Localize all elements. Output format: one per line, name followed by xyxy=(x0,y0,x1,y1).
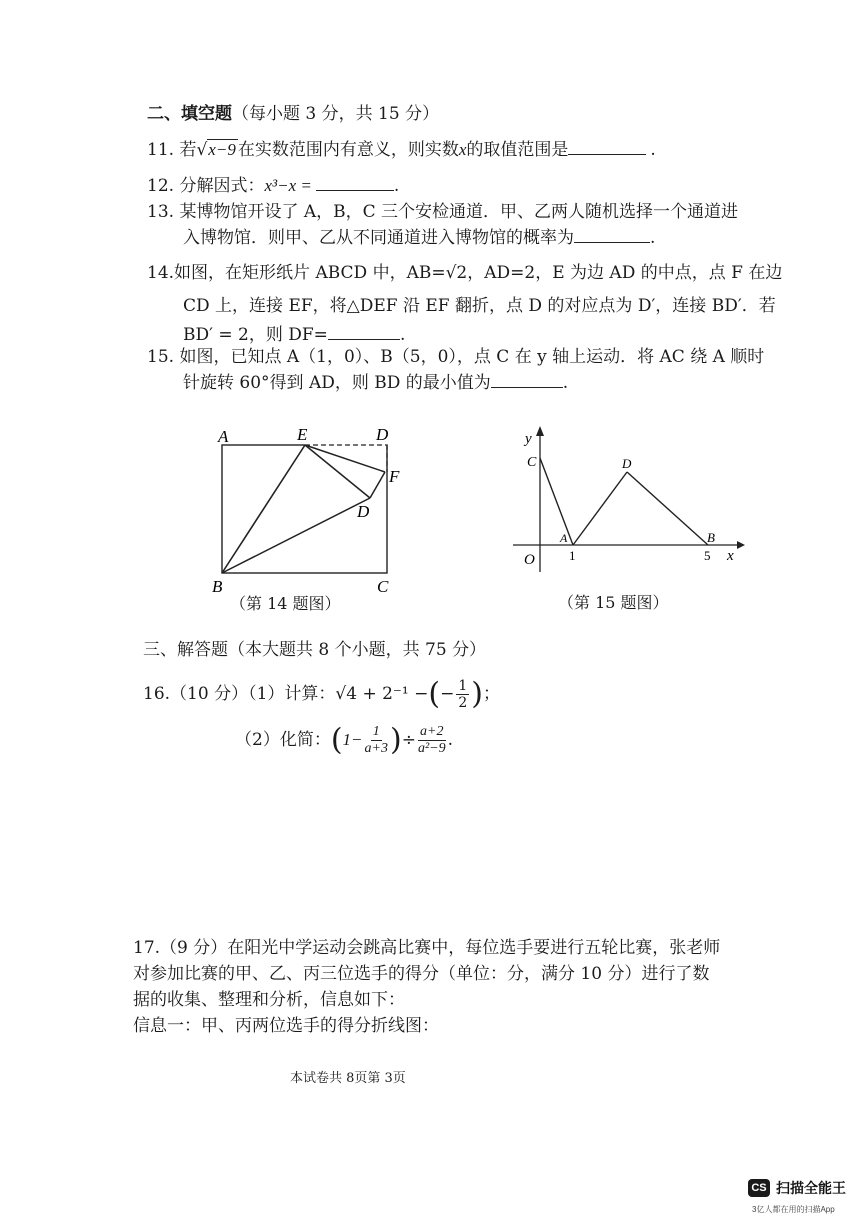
question-14-line1 xyxy=(147,262,782,284)
q16-p1-expr: √4 + 2⁻¹ − xyxy=(335,684,429,704)
x-axis-arrow xyxy=(737,541,745,549)
q15-number: 15. xyxy=(147,347,175,367)
segment-bd-prime xyxy=(222,498,370,573)
tick-label-1: 1 xyxy=(569,548,576,563)
q16-p2-one: 1− xyxy=(342,730,363,749)
q14-line3: BD′ = 2，则 DF= xyxy=(183,325,328,345)
q16-p2-f1-den: a+3 xyxy=(364,741,388,756)
q17-number: 17. xyxy=(133,938,161,958)
q14-end: . xyxy=(399,325,406,345)
question-12 xyxy=(147,175,399,197)
question-17-line1 xyxy=(133,937,720,959)
q11-pre: 若 xyxy=(179,140,197,160)
section2-title: 二、填空题 xyxy=(147,104,232,124)
q16-p2-label: （2）化简： xyxy=(235,730,331,750)
q16-p1-frac-num: 1 xyxy=(458,678,468,694)
q13-answer-blank[interactable] xyxy=(574,228,650,243)
question-14-line3 xyxy=(183,324,405,346)
q12-expr: x³−x = xyxy=(264,176,312,195)
q17-line1: （9 分）在阳光中学运动会跳高比赛中，每位选手要进行五轮比赛，张老师 xyxy=(160,938,721,958)
question-13-line2 xyxy=(183,227,655,249)
scanner-app-name: 扫描全能王 xyxy=(776,1180,846,1196)
label-x: x xyxy=(727,548,734,564)
q16-p2-div: ÷ xyxy=(401,730,416,750)
q11-number: 11. xyxy=(147,140,175,160)
q12-end: . xyxy=(393,176,400,196)
scanner-watermark xyxy=(748,1178,846,1198)
segment-fd-prime xyxy=(370,472,385,498)
q17-line3: 据的收集、整理和分析，信息如下： xyxy=(133,990,405,1010)
label-c: C xyxy=(377,577,389,596)
question-15-line1 xyxy=(147,346,764,368)
q17-line4: 信息一：甲、丙两位选手的得分折线图： xyxy=(133,1016,439,1036)
question-15-line2 xyxy=(183,372,568,394)
section3-heading xyxy=(143,639,486,661)
section2-note: （每小题 3 分，共 15 分） xyxy=(232,104,440,124)
right-paren: ) xyxy=(389,722,402,758)
q13-line1: 某博物馆开设了 A，B，C 三个安检通道．甲、乙两人随机选择一个通道进 xyxy=(179,202,739,222)
q16-p1-fraction xyxy=(456,678,469,711)
question-14-line2 xyxy=(183,295,776,317)
q16-p2-fraction1 xyxy=(365,724,388,757)
section3-note: （本大题共 8 个小题，共 75 分） xyxy=(228,640,487,660)
segment-be xyxy=(222,445,305,573)
q15-line1: 如图，已知点 A（1，0）、B（5，0），点 C 在 y 轴上运动．将 AC 绕 A 顺时 xyxy=(179,347,765,367)
q15-end: . xyxy=(562,373,569,393)
q11-post: 在实数范围内有意义，则实数 xyxy=(237,140,459,160)
q11-end: . xyxy=(650,140,656,160)
question-17-line3 xyxy=(133,989,405,1011)
figure-14-caption: （第 14 题图） xyxy=(230,594,341,613)
label-e: E xyxy=(297,425,308,444)
label-a: A xyxy=(560,531,568,545)
q11-answer-blank[interactable] xyxy=(568,140,646,155)
q14-number: 14. xyxy=(147,263,175,283)
cs-logo-icon: CS xyxy=(748,1179,770,1197)
q16-p1-end: ； xyxy=(482,684,500,704)
q11-sqrt: √x−9 xyxy=(196,140,236,160)
figure-15 xyxy=(505,420,750,575)
left-paren: ( xyxy=(428,676,441,712)
label-d: D xyxy=(376,425,389,444)
q13-line2: 入博物馆．则甲、乙从不同通道进入博物馆的概率为 xyxy=(183,228,574,248)
label-c: C xyxy=(527,455,537,470)
question-13-line1 xyxy=(147,201,738,223)
q16-p2-end: . xyxy=(447,730,454,750)
q11-radicand: x−9 xyxy=(208,140,236,159)
q16-p2-f2-den: a²−9 xyxy=(417,741,446,756)
scanner-slogan: 3亿人都在用的扫描App xyxy=(752,1205,835,1214)
q13-end: . xyxy=(650,228,656,248)
q16-p2-fraction2 xyxy=(418,724,446,757)
figure-15-caption: （第 15 题图） xyxy=(558,593,669,612)
segment-ed-prime xyxy=(305,445,370,498)
q13-number: 13. xyxy=(147,202,175,222)
label-a: A xyxy=(218,427,229,446)
q12-pre: 分解因式： xyxy=(179,176,265,196)
q12-number: 12. xyxy=(147,176,175,196)
q16-p1-frac-den: 2 xyxy=(458,695,468,711)
q14-line1: 如图，在矩形纸片 ABCD 中，AB=√2，AD=2，E 为边 AD 的中点，点 F 在边 xyxy=(174,263,783,283)
segment-ef xyxy=(305,445,385,472)
question-16-part2 xyxy=(235,722,453,759)
question-11 xyxy=(147,139,656,161)
label-origin: O xyxy=(524,552,535,568)
right-paren: ) xyxy=(471,676,483,712)
q16-p2-f2-num: a+2 xyxy=(420,724,444,739)
segment-ad xyxy=(573,472,627,545)
label-d-prime: D xyxy=(357,502,370,521)
q14-line2: CD 上，连接 EF，将△DEF 沿 EF 翻折，点 D 的对应点为 D′，连接 BD′．若 xyxy=(183,296,776,316)
q15-answer-blank[interactable] xyxy=(491,373,563,388)
label-f: F xyxy=(389,467,400,486)
q16-p1-label: （1）计算： xyxy=(248,684,336,704)
page-footer: 本试卷共 8页第 3页 xyxy=(290,1071,406,1086)
q15-line2: 针旋转 60°得到 AD，则 BD 的最小值为 xyxy=(183,373,491,393)
figure-14 xyxy=(205,420,420,600)
section3-title: 三、解答题 xyxy=(143,640,228,660)
y-axis-arrow xyxy=(536,426,544,436)
q14-answer-blank[interactable] xyxy=(328,325,400,340)
left-paren: ( xyxy=(330,722,343,758)
label-y: y xyxy=(525,431,532,447)
q16-number: 16.（10 分） xyxy=(143,684,249,704)
question-17-line4 xyxy=(133,1015,439,1037)
q11-var: x xyxy=(458,140,467,159)
label-b: B xyxy=(707,530,715,545)
q11-tail: 的取值范围是 xyxy=(466,140,569,160)
segment-db xyxy=(627,472,708,545)
q12-answer-blank[interactable] xyxy=(316,176,394,191)
q17-line2: 对参加比赛的甲、乙、丙三位选手的得分（单位：分，满分 10 分）进行了数 xyxy=(133,964,710,984)
label-d: D xyxy=(622,456,632,471)
label-b: B xyxy=(212,577,223,596)
question-17-line2 xyxy=(133,963,709,985)
question-16-part1: 16.（10 分）（1）计算：√4 + 2⁻¹ −(− $\frac{1}{2}$ )； xyxy=(143,676,500,712)
segment-ca xyxy=(540,458,573,545)
q16-p2-f1-num: 1 xyxy=(372,724,380,739)
section2-heading xyxy=(147,103,439,125)
tick-label-5: 5 xyxy=(704,548,711,563)
